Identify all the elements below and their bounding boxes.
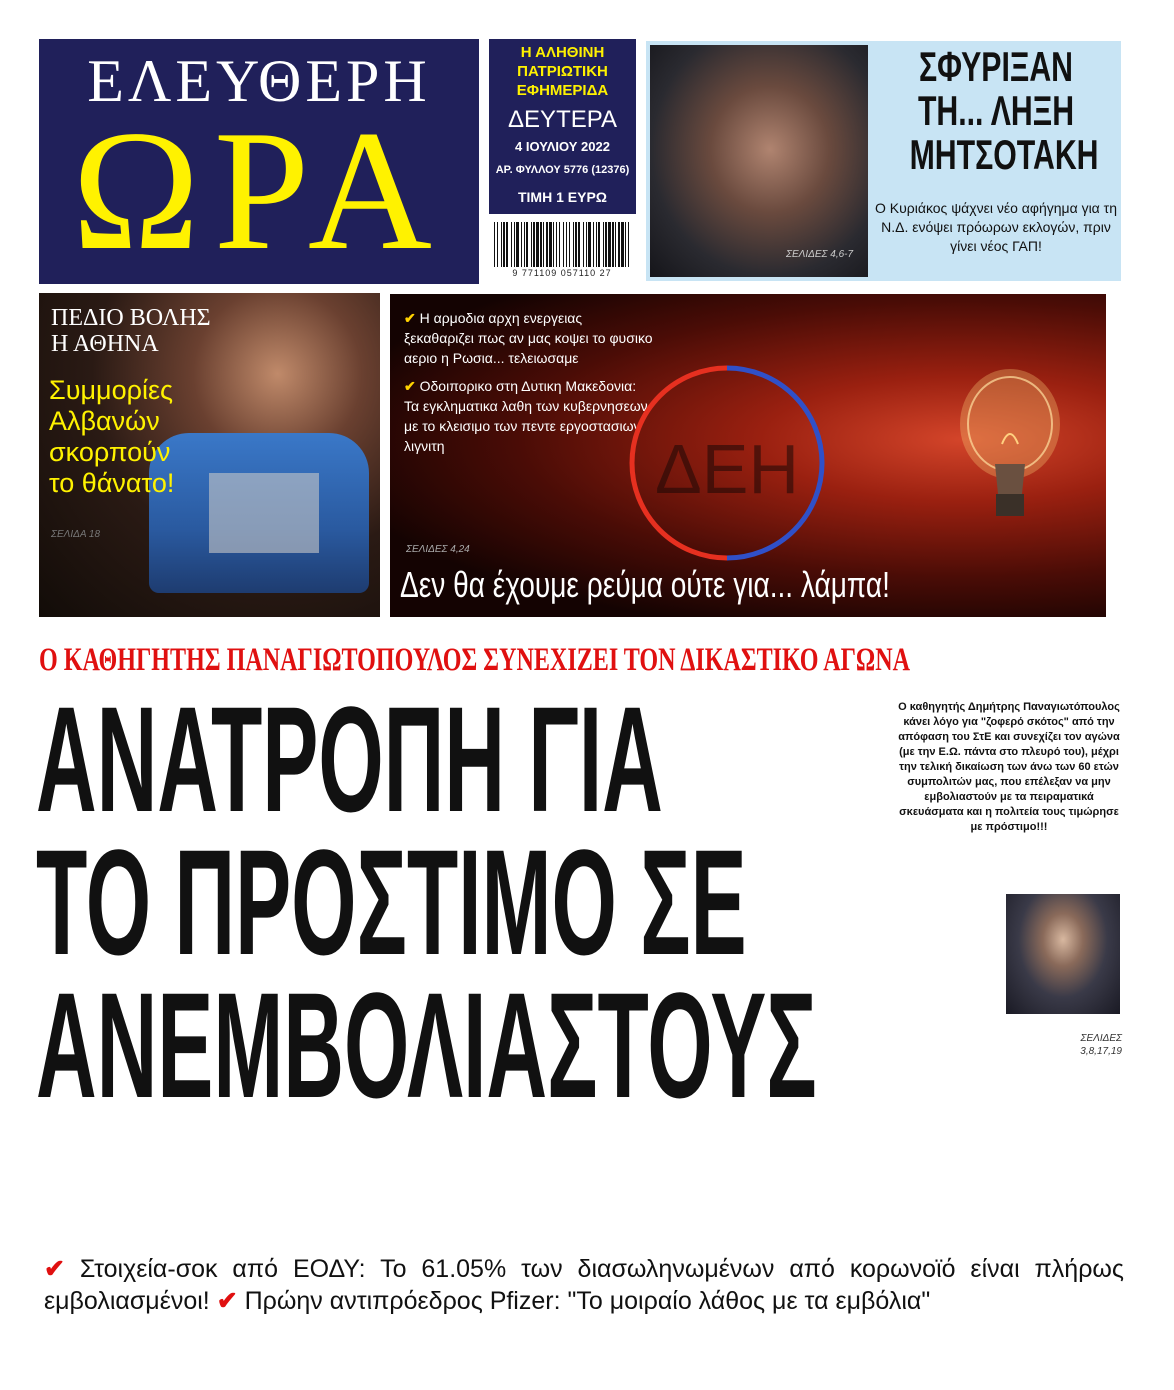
check-icon: ✔: [216, 1287, 238, 1315]
masthead-title-top: ΕΛΕΥΘΕΡΗ: [87, 48, 431, 114]
story-top-pages: ΣΕΛΙΔΕΣ 4,6-7: [786, 249, 854, 260]
story-top-headline-l2: ΤΗ... ΛΗΞΗ: [917, 87, 1075, 134]
energy-bullet-2: ✔ Οδοιπορικο στη Δυτικη Μακεδονια: Τα εγκληματικα λαθη των κυβερνησεων με το κλεισιμο των πεντε εργοστασιων λιγνιτη: [404, 378, 648, 454]
story-left-kicker-l2: Η ΑΘΗΝΑ: [51, 331, 159, 357]
energy-bullets: [404, 308, 654, 464]
tagline: Η ΑΛΗΘΙΝΗ ΠΑΤΡΙΩΤΙΚΗ ΕΦΗΜΕΡΙΔΑ: [516, 44, 609, 99]
masthead-title-main: ΩΡΑ: [71, 96, 447, 286]
story-top-subhead: Ο Κυριάκος ψάχνει νέο αφήγημα για τη Ν.Δ. ενόψει πρόωρων εκλογών, πριν γίνει νέος ΓΑΠ!: [875, 200, 1117, 254]
politician-photo: [650, 45, 868, 277]
issue-price: ΤΙΜΗ 1 ΕΥΡΩ: [517, 189, 608, 205]
story-top-headline: [876, 45, 1116, 177]
professor-photo: [1006, 894, 1120, 1014]
issue-number: ΑΡ. ΦΥΛΛΟΥ 5776 (12376): [495, 164, 630, 176]
issue-date: 4 ΙΟΥΛΙΟΥ 2022: [515, 139, 610, 154]
bottom-bullets: [44, 1253, 1124, 1317]
lead-headline-l3: ΑΝΕΜΒΟΛΙΑΣΤΟΥΣ: [36, 961, 817, 1129]
lead-text: Ο καθηγητής Δημήτρης Παναγιωτόπουλος κάνει λόγο για "ζοφερό σκότος" από την απόφαση του ΣτΕ και συνεχίζει τον αγώνα (με την Ε.Ω. πάντα στο πλευρό του), μέχρι την τελική δικαίωση των άνω των 60 ετών συμπολιτών μας, που επέλεξαν να μην εμβολιαστούν με τα πειραματικά σκευάσματα και η πολιτεία τους τιμώρησε με πρόστιμο!!!: [898, 701, 1120, 833]
story-left-pages: ΣΕΛΙΔΑ 18: [51, 529, 101, 540]
issue-info-box: [489, 39, 636, 214]
check-icon: ✔: [404, 310, 416, 326]
story-top-right[interactable]: [646, 41, 1121, 281]
story-left-kicker-l1: ΠΕΔΙΟ ΒΟΛΗΣ: [51, 305, 211, 331]
lead-headline-l1: ΑΝΑΤΡΟΠΗ ΓΙΑ: [36, 675, 663, 843]
bottom-item-2: Πρώην αντιπρόεδρος Pfizer: "Το μοιραίο λάθος με τα εμβόλια": [244, 1287, 931, 1315]
story-left[interactable]: [39, 293, 380, 617]
check-icon: ✔: [404, 378, 416, 394]
deh-logo-icon: [622, 358, 832, 568]
check-icon: ✔: [44, 1255, 65, 1283]
story-left-headline: Συμμορίες Αλβανών σκορπούν το θάνατο!: [49, 375, 175, 498]
barcode-icon: [492, 222, 632, 267]
story-top-headline-l1: ΣΦΥΡΙΞΑΝ: [918, 43, 1074, 90]
energy-bullet-1: ✔ Η αρμοδια αρχη ενεργειας ξεκαθαριζει πως αν μας κοψει το φυσικο αεριο η Ρωσια... τελειωσαμε: [404, 310, 653, 366]
story-energy-pages: ΣΕΛΙΔΕΣ 4,24: [406, 544, 470, 555]
story-energy-headline: Δεν θα έχουμε ρεύμα ούτε για... λάμπα!: [400, 564, 890, 605]
deh-logo-text: ΔΕΗ: [655, 430, 799, 508]
story-left-kicker: [51, 305, 251, 357]
story-top-headline-l3: ΜΗΤΣΟΤΑΚΗ: [909, 131, 1099, 178]
light-bulb-icon: [950, 364, 1070, 534]
masthead: [39, 39, 479, 284]
lead-kicker: Ο ΚΑΘΗΓΗΤΗΣ ΠΑΝΑΓΙΩΤΟΠΟΥΛΟΣ ΣΥΝΕΧΙΖΕΙ ΤΟΝ ΔΙΚΑΣΤΙΚΟ ΑΓΩΝΑ: [39, 642, 911, 678]
barcode-number: 9 771109 057110 27: [512, 268, 612, 278]
bottom-item-1: Στοιχεία-σοκ από ΕΟΔΥ: Το 61.05% των διασωληνωμένων από κορωνοϊό είναι πλήρως εμβολιασμένοι!: [44, 1255, 1124, 1315]
lead-pages: ΣΕΛΙΔΕΣ 3,8,17,19: [1080, 1033, 1122, 1057]
issue-day: ΔΕΥΤΕΡΑ: [508, 106, 617, 133]
lead-headline-l2: ΤΟ ΠΡΟΣΤΙΜΟ ΣΕ: [36, 818, 747, 986]
story-energy[interactable]: [390, 294, 1106, 617]
photo-shirt-print: [209, 473, 319, 553]
